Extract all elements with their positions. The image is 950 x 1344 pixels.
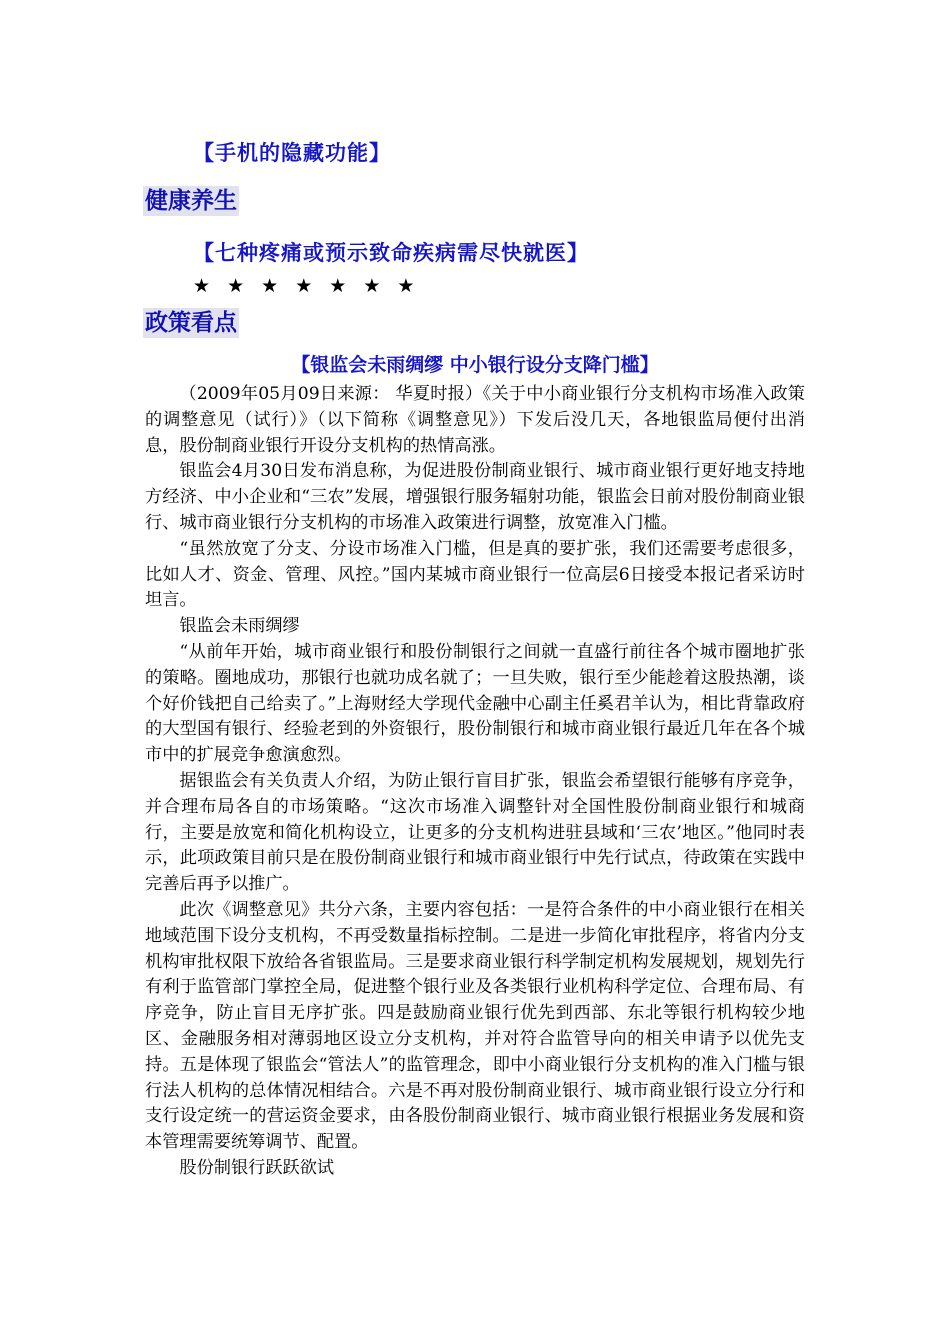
article-paragraph: “虽然放宽了分支、分设市场准入门槛，但是真的要扩张，我们还需要考虑很多，比如人才、资金、管理、风控。”国内某城市商业银行一位高层6日接受本报记者采访时坦言。: [145, 538, 805, 611]
article-paragraph: （2009年05月09日来源： 华夏时报）《关于中小商业银行分支机构市场准入政策的调整意见（试行）》（以下简称《调整意见》）下发后没几天，各地银监局便付出消息，股份制商业银行开设分支机构的热情高涨。: [145, 384, 805, 456]
article-subheading: 银监会未雨绸缪: [179, 616, 300, 637]
article-paragraph: 银监会4月30日发布消息称，为促进股份制商业银行、城市商业银行更好地支持地方经济、中小企业和“三农”发展，增强银行服务辐射功能，银监会日前对股份制商业银行、城市商业银行分支机构的市场准入政策进行调整，放宽准入门槛。: [145, 461, 805, 533]
section-heading-health: 健康养生: [145, 188, 237, 214]
article-paragraph: “从前年开始，城市商业银行和股份制银行之间就一直盛行前往各个城市圈地扩张的策略。圈地成功，那银行也就功成名就了；一旦失败，银行至少能趁着这股热潮，谈个好价钱把自己给卖了。”上海财经大学现代金融中心副主任奚君羊认为，相比背靠政府的大型国有银行、经验老到的外资银行，股份制银行和城市商业银行最近几年在各个城市中的扩展竞争愈演愈烈。: [145, 641, 805, 766]
section-heading-policy: 政策看点: [145, 310, 237, 336]
article-subheading: 股份制银行跃跃欲试: [179, 1157, 335, 1178]
link-phone-hidden-features[interactable]: 【手机的隐藏功能】: [193, 140, 391, 165]
star-divider: ★ ★ ★ ★ ★ ★ ★: [193, 275, 415, 297]
link-seven-pains[interactable]: 【七种疼痛或预示致命疾病需尽快就医】: [193, 240, 589, 265]
article-paragraph: 据银监会有关负责人介绍，为防止银行盲目扩张，银监会希望银行能够有序竞争，并合理布局各自的市场策略。“这次市场准入调整针对全国性股份制商业银行和城商行，主要是放宽和简化机构设立，让更多的分支机构进驻县域和‘三农’地区。”他同时表示，此项政策目前只是在股份制商业银行和城市商业银行中先行试点，待政策在实践中完善后再予以推广。: [145, 770, 805, 895]
article-paragraph: 此次《调整意见》共分六条，主要内容包括：一是符合条件的中小商业银行在相关地域范围下设分支机构，不再受数量指标控制。二是进一步简化审批程序，将省内分支机构审批权限下放给各省银监局。三是要求商业银行科学制定机构发展规划，规划先行有利于监管部门掌控全局，促进整个银行业及各类银行业机构科学定位、合理布局、有序竞争，防止盲目无序扩张。四是鼓励商业银行优先到西部、东北等银行机构较少地区、金融服务相对薄弱地区设立分支机构，并对符合监管导向的相关申请予以优先支持。五是体现了银监会“管法人”的监管理念，即中小商业银行分支机构的准入门槛与银行法人机构的总体情况相结合。六是不再对股份制商业银行、城市商业银行设立分行和支行设定统一的营运资金要求，由各股份制商业银行、城市商业银行根据业务发展和资本管理需要统筹调节、配置。: [145, 899, 805, 1153]
article-title: 【银监会未雨绸缪 中小银行设分支降门槛】: [291, 354, 659, 376]
article-body: [145, 382, 805, 1182]
